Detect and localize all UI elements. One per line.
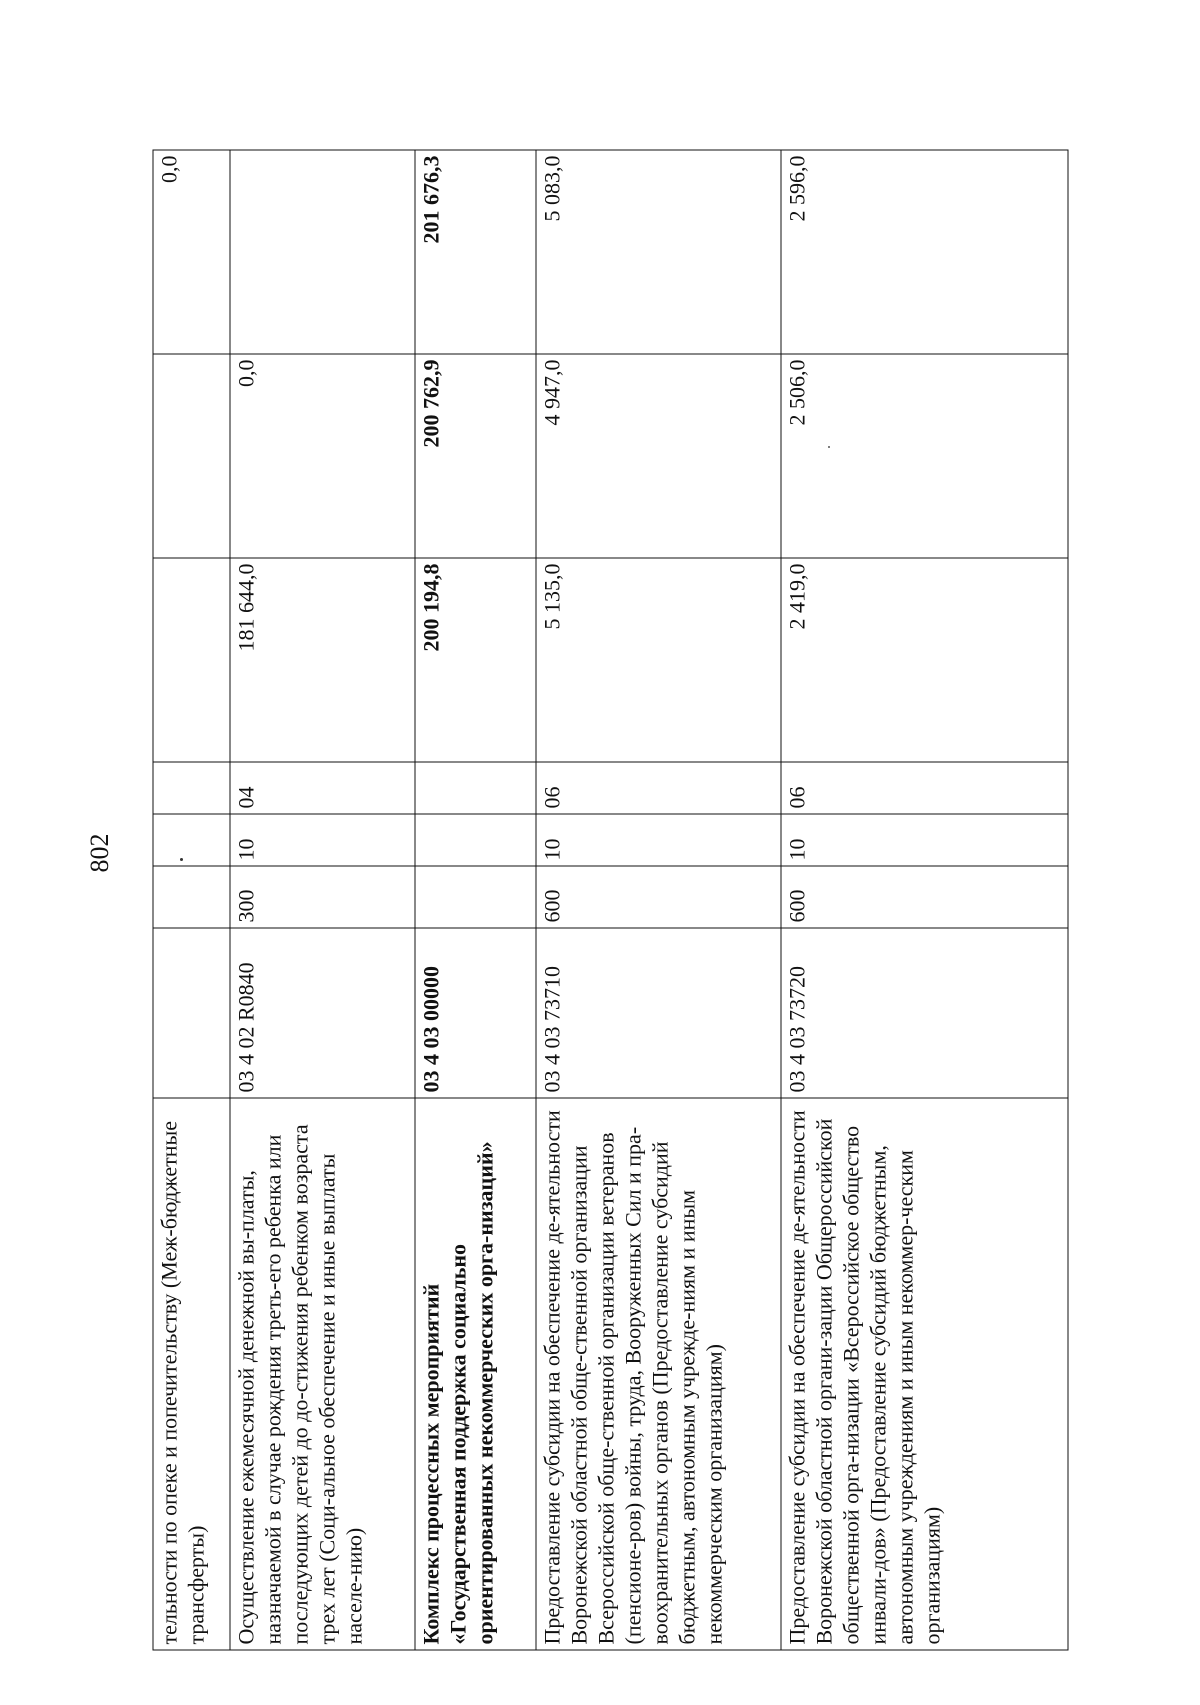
table-row (153, 150, 230, 1650)
row-amount-3: 5 083,0 (536, 150, 781, 354)
row-amount-2 (153, 354, 230, 558)
row-name: тельности по опеке и попечительству (Меж-бюджетные трансферты) (153, 1098, 230, 1650)
table-row (230, 150, 415, 1650)
row-amount-1 (153, 558, 230, 762)
row-code: 03 4 03 73720 (781, 928, 1068, 1098)
row-code: 03 4 03 00000 (415, 928, 536, 1098)
row-amount-2: 4 947,0 (536, 354, 781, 558)
rotated-table-wrapper (153, 151, 1068, 1651)
row-vr (415, 866, 536, 928)
row-vr (153, 866, 230, 928)
row-rz: 10 (781, 814, 1068, 866)
row-name: Комплекс процессных мероприятий «Государственная поддержка социально ориентированных некоммерческих орга-низаций» (415, 1098, 536, 1650)
row-rz (415, 814, 536, 866)
row-name: Предоставление субсидии на обеспечение де-ятельности Воронежской областной обще-ственной организации Всероссийской обще-ственной организации ветеранов (пенсионе-ров) войны, труда, Вооруженных Сил и пра-воохранительных органов (Предоставление субсидий бюджетным, автономным учрежде-ниям и иным некоммерческим организациям) (536, 1098, 781, 1650)
row-code: 03 4 02 R0840 (230, 928, 415, 1098)
row-amount-2: 2 506,0 (781, 354, 1068, 558)
row-pr: 06 (781, 762, 1068, 814)
row-code: 03 4 03 73710 (536, 928, 781, 1098)
row-amount-3: 2 596,0 (781, 150, 1068, 354)
row-amount-1: 5 135,0 (536, 558, 781, 762)
page-number: 802 (85, 833, 114, 873)
row-pr (153, 762, 230, 814)
budget-table (153, 150, 1069, 1651)
row-amount-2: 200 762,9 (415, 354, 536, 558)
row-name: Осуществление ежемесячной денежной вы-платы, назначаемой в случае рождения треть-его ребенка или последующих детей до до-стижения ребенком возраста трех лет (Соци-альное обеспечение и иные выплаты населе-нию) (230, 1098, 415, 1650)
row-amount-2: 0,0 (230, 354, 415, 558)
row-pr: 04 (230, 762, 415, 814)
row-vr: 600 (536, 866, 781, 928)
row-vr: 300 (230, 866, 415, 928)
row-vr: 600 (781, 866, 1068, 928)
row-amount-3: 0,0 (153, 150, 230, 354)
table-row (536, 150, 781, 1650)
row-amount-1: 181 644,0 (230, 558, 415, 762)
row-amount-3: 201 676,3 (415, 150, 536, 354)
row-amount-3 (230, 150, 415, 354)
row-pr: 06 (536, 762, 781, 814)
row-rz: 10 (536, 814, 781, 866)
table-row (781, 150, 1068, 1650)
table-row (415, 150, 536, 1650)
row-rz (153, 814, 230, 866)
row-pr (415, 762, 536, 814)
row-amount-1: 200 194,8 (415, 558, 536, 762)
row-code (153, 928, 230, 1098)
row-rz: 10 (230, 814, 415, 866)
row-amount-1: 2 419,0 (781, 558, 1068, 762)
row-name: Предоставление субсидии на обеспечение де-ятельности Воронежской областной органи-зации Общероссийской общественной орга-низации «Всероссийское общество инвали-дов» (Предоставление субсидий бюджетным, автономным учреждениям и иным некоммер-ческим организациям) (781, 1098, 1068, 1650)
